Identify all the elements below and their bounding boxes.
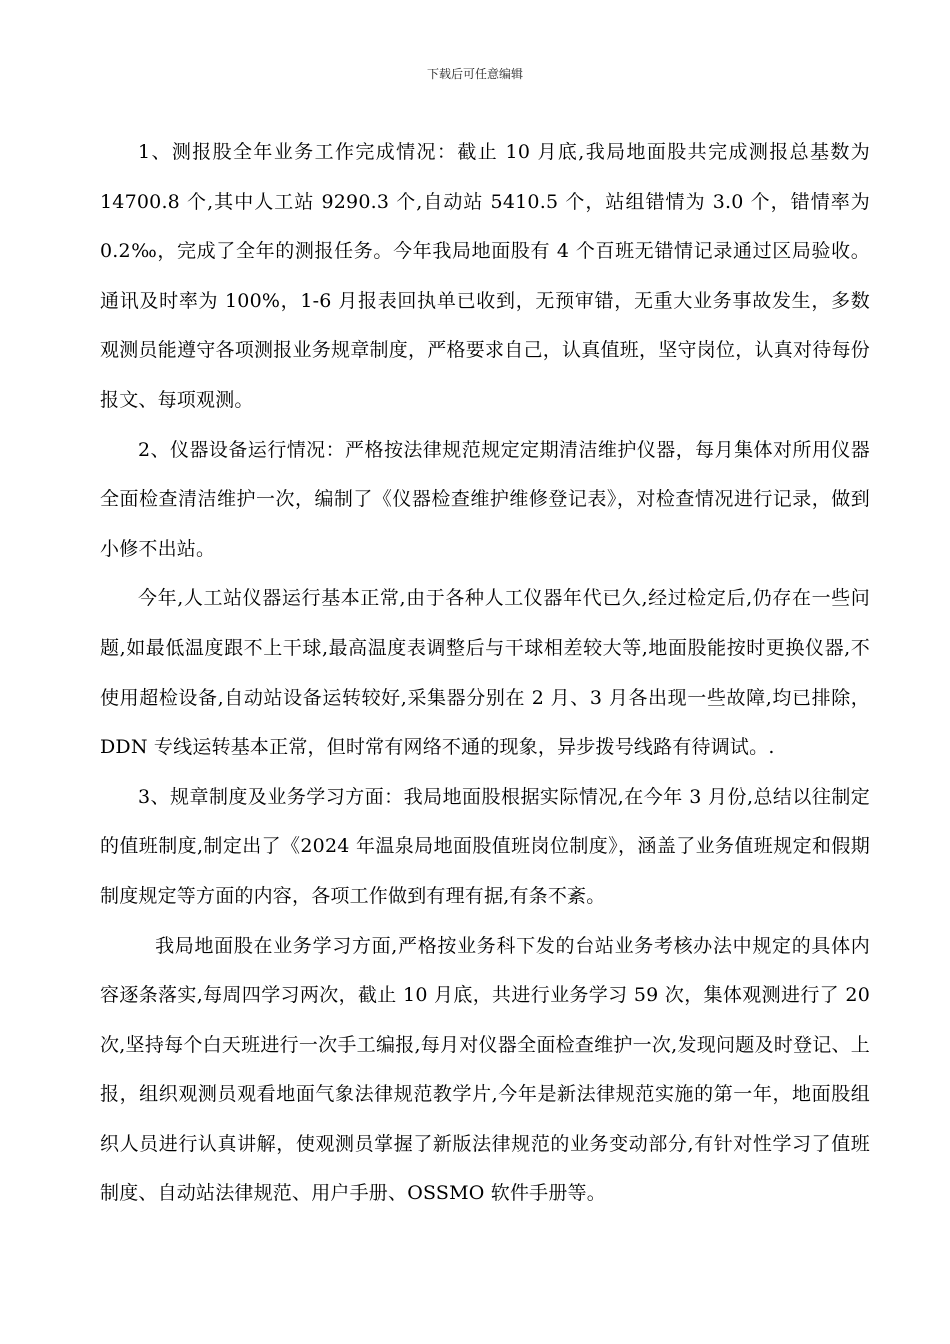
- page-header: 下载后可任意编辑: [426, 67, 523, 81]
- paragraph-observation-work: 1、测报股全年业务工作完成情况：截止 10 月底,我局地面股共完成测报总基数为 14700.8 个,其中人工站 9290.3 个,自动站 5410.5 个，站组错情为 3.0 个，错情率为 0.2‰，完成了全年的测报任务。今年我局地面股有 4 个百班无错情记录通过区局验收。通讯及时率为 100%，1-6 月报表回执单已收到，无预审错，无重大业务事故发生，多数观测员能遵守各项测报业务规章制度，严格要求自己，认真值班，坚守岗位，认真对待每份报文、每项观测。: [100, 141, 870, 411]
- paragraph-instrument-operation: 2、仪器设备运行情况：严格按法律规范规定定期清洁维护仪器，每月集体对所用仪器全面检查清洁维护一次，编制了《仪器检查维护维修登记表》，对检查情况进行记录，做到小修不出站。: [100, 438, 870, 560]
- paragraph-instrument-status: 今年,人工站仪器运行基本正常,由于各种人工仪器年代已久,经过检定后,仍存在一些问题,如最低温度跟不上干球,最高温度表调整后与干球相差较大等,地面股能按时更换仪器,不使用超检设备,自动站设备运转较好,采集器分别在 2 月、3 月各出现一些故障,均已排除，DDN 专线运转基本正常，但时常有网络不通的现象，异步拨号线路有待调试。.: [100, 587, 870, 759]
- paragraph-business-study: 我局地面股在业务学习方面,严格按业务科下发的台站业务考核办法中规定的具体内容逐条落实,每周四学习两次，截止 10 月底，共进行业务学习 59 次，集体观测进行了 20 次,坚持每个白天班进行一次手工编报,每月对仪器全面检查维护一次,发现问题及时登记、上报，组织观测员观看地面气象法律规范教学片,今年是新法律规范实施的第一年，地面股组织人员进行认真讲解，使观测员掌握了新版法律规范的业务变动部分,有针对性学习了值班制度、自动站法律规范、用户手册、OSSMO 软件手册等。: [100, 934, 870, 1205]
- paragraph-rules-system: 3、规章制度及业务学习方面：我局地面股根据实际情况,在今年 3 月份,总结以往制定的值班制度,制定出了《2024 年温泉局地面股值班岗位制度》，涵盖了业务值班规定和假期制度规定等方面的内容，各项工作做到有理有据,有条不紊。: [100, 785, 870, 907]
- document-body: [100, 128, 870, 1219]
